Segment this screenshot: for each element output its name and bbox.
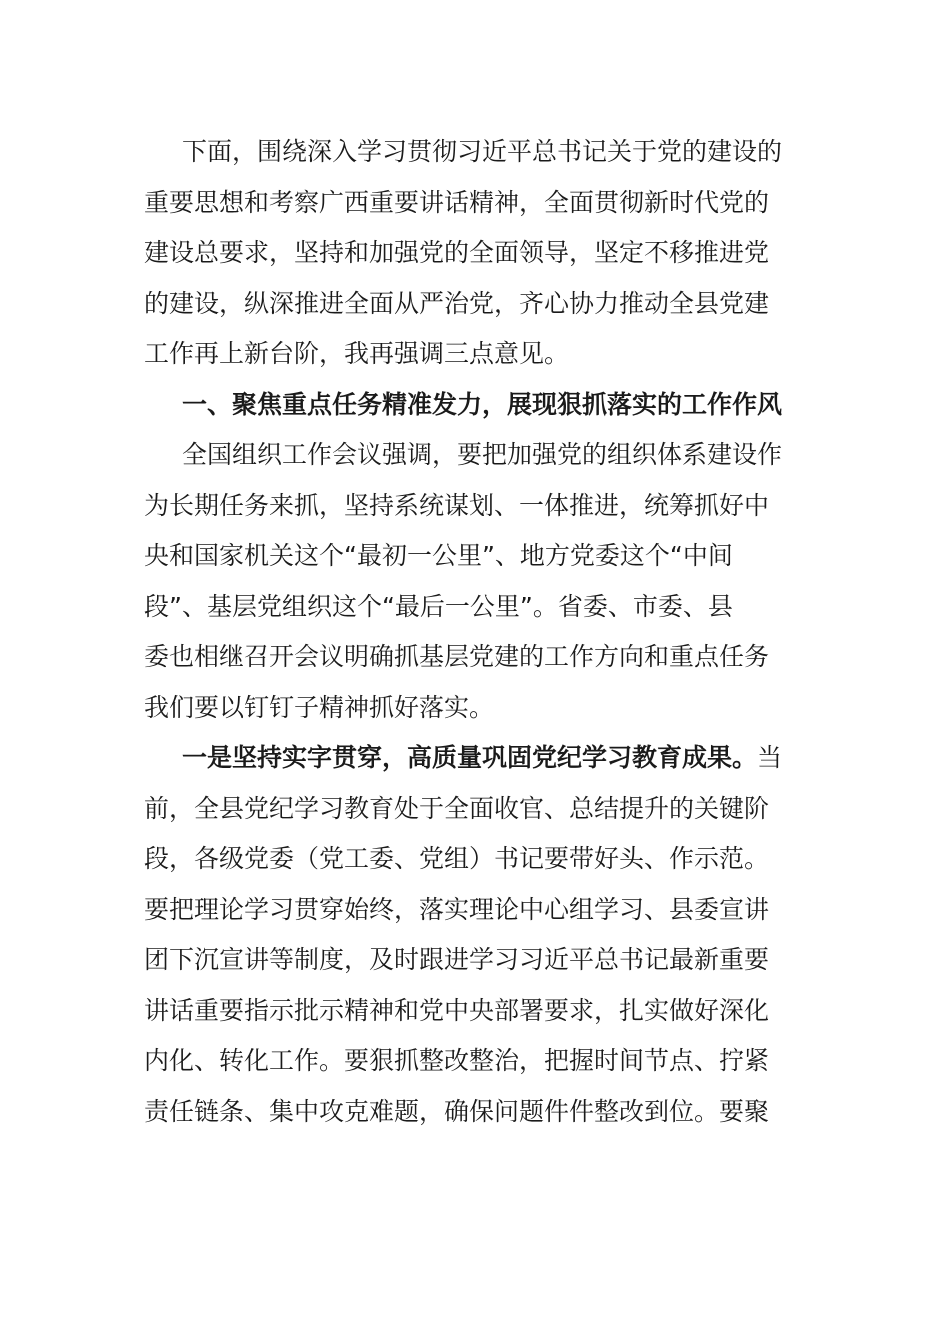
paragraph2-line-1: [144, 733, 808, 784]
paragraph2-line-6: 讲话重要指示批示精神和党中央部署要求，扎实做好深化: [144, 995, 770, 1025]
paragraph1-line-2: 为长期任务来抓，坚持系统谋划、一体推进，统筹抓好中: [144, 490, 770, 520]
paragraph2-line-7: 内化、转化工作。要狠抓整改整治，把握时间节点、拧紧: [144, 1046, 770, 1075]
paragraph1-line-4: 段”、基层党组织这个“最后一公里”。省委、市委、县: [144, 591, 733, 621]
intro-line-1: 下面，围绕深入学习贯彻习近平总书记关于党的建设的: [182, 137, 783, 166]
paragraph2-line-2: 前，全县党纪学习教育处于全面收官、总结提升的关键阶: [144, 793, 770, 823]
paragraph2-line-8: 责任链条、集中攻克难题，确保问题件件整改到位。要聚: [144, 1096, 770, 1126]
intro-line-4: 的建设，纵深推进全面从严治党，齐心协力推动全县党建: [144, 288, 770, 318]
paragraph1-line-6: 我们要以钉钉子精神抓好落实。: [144, 692, 495, 722]
paragraph2-lead-bold: 一是坚持实字贯穿，高质量巩固党纪学习教育成果。: [182, 743, 758, 772]
paragraph1-line-5: 委也相继召开会议明确抓基层党建的工作方向和重点任务: [144, 642, 770, 671]
paragraph2-line-3: 段，各级党委（党工委、党组）书记要带好头、作示范。: [144, 844, 770, 873]
paragraph1-line-1: 全国组织工作会议强调，要把加强党的组织体系建设作: [182, 440, 783, 469]
intro-line-3: 建设总要求，坚持和加强党的全面领导，坚定不移推进党: [144, 238, 770, 267]
section-heading: 一、聚焦重点任务精准发力，展现狠抓落实的工作作风: [182, 389, 783, 419]
paragraph2-lead-rest: 当: [757, 743, 783, 772]
intro-paragraph: [144, 127, 808, 1137]
intro-line-2: 重要思想和考察广西重要讲话精神，全面贯彻新时代党的: [144, 187, 770, 217]
paragraph2-line-5: 团下沉宣讲等制度，及时跟进学习习近平总书记最新重要: [144, 945, 770, 974]
paragraph1-line-3: 央和国家机关这个“最初一公里”、地方党委这个“中间: [144, 541, 733, 570]
intro-line-5: 工作再上新台阶，我再强调三点意见。: [144, 339, 570, 368]
paragraph2-line-4: 要把理论学习贯穿始终，落实理论中心组学习、县委宣讲: [144, 894, 770, 924]
